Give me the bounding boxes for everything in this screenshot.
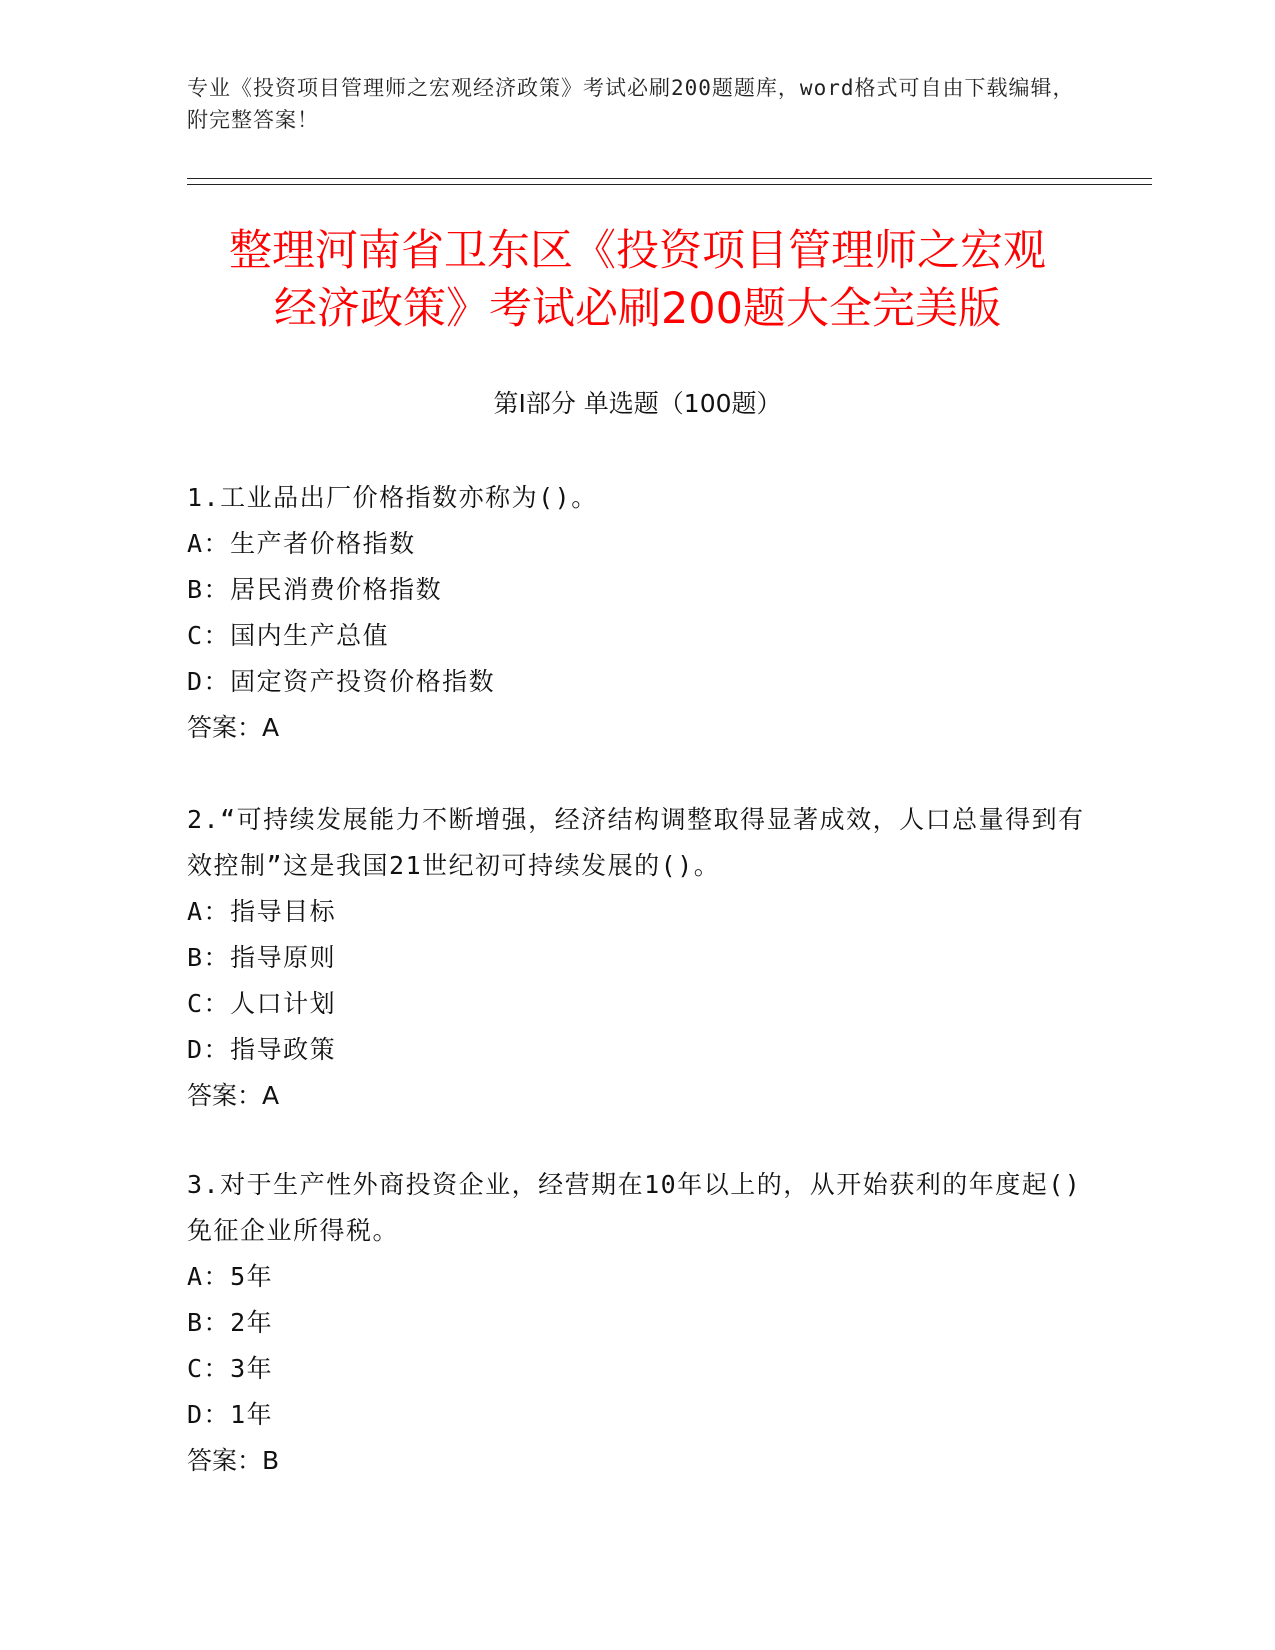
question-3 <box>187 1162 1087 1484</box>
option-text: 指导目标 <box>230 897 337 926</box>
option-d <box>187 1027 1087 1073</box>
question-2 <box>187 797 1087 1119</box>
option-key: C： <box>187 621 231 650</box>
section-title: 第Ⅰ部分 单选题（100题） <box>493 389 782 418</box>
answer-text: 答案：A <box>187 1081 280 1110</box>
option-key: B： <box>187 575 231 604</box>
option-c <box>187 1346 1087 1392</box>
option-b <box>187 935 1087 981</box>
option-key: C： <box>187 1354 231 1383</box>
header-divider-bottom <box>187 184 1152 185</box>
question-stem: 3.对于生产性外商投资企业，经营期在10年以上的，从开始获利的年度起()免征企业所得税。 <box>187 1170 1082 1245</box>
option-key: B： <box>187 943 231 972</box>
question-1 <box>187 475 1087 751</box>
question-stem: 1.工业品出厂价格指数亦称为()。 <box>187 483 598 512</box>
option-text: 2年 <box>230 1308 274 1337</box>
option-key: D： <box>187 1035 231 1064</box>
option-a <box>187 1254 1087 1300</box>
option-key: C： <box>187 989 231 1018</box>
option-key: D： <box>187 1400 231 1429</box>
document-title <box>150 222 1125 338</box>
option-text: 3年 <box>230 1354 274 1383</box>
option-key: A： <box>187 1262 231 1291</box>
option-text: 国内生产总值 <box>230 621 390 650</box>
option-key: A： <box>187 897 231 926</box>
option-b <box>187 567 1087 613</box>
option-key: B： <box>187 1308 231 1337</box>
question-stem: 2.“可持续发展能力不断增强，经济结构调整取得显著成效，人口总量得到有效控制”这是我国21世纪初可持续发展的()。 <box>187 805 1085 880</box>
option-key: A： <box>187 529 231 558</box>
option-text: 指导政策 <box>230 1035 337 1064</box>
option-text: 生产者价格指数 <box>230 529 416 558</box>
option-text: 固定资产投资价格指数 <box>230 667 496 696</box>
option-d <box>187 659 1087 705</box>
answer-text: 答案：A <box>187 713 280 742</box>
answer-text: 答案：B <box>187 1446 280 1475</box>
option-key: D： <box>187 667 231 696</box>
option-text: 指导原则 <box>230 943 337 972</box>
document-title-line-1: 整理河南省卫东区《投资项目管理师之宏观 <box>229 226 1046 276</box>
document-title-line-2: 经济政策》考试必刷200题大全完美版 <box>273 284 1002 334</box>
option-text: 人口计划 <box>230 989 337 1018</box>
intro-text: 专业《投资项目管理师之宏观经济政策》考试必刷200题题库，word格式可自由下载编辑，附完整答案！ <box>187 76 1075 132</box>
option-a <box>187 521 1087 567</box>
option-a <box>187 889 1087 935</box>
option-text: 5年 <box>230 1262 274 1291</box>
option-text: 1年 <box>230 1400 274 1429</box>
option-b <box>187 1300 1087 1346</box>
header-divider-top <box>187 178 1152 179</box>
option-d <box>187 1392 1087 1438</box>
option-c <box>187 613 1087 659</box>
option-c <box>187 981 1087 1027</box>
option-text: 居民消费价格指数 <box>230 575 443 604</box>
